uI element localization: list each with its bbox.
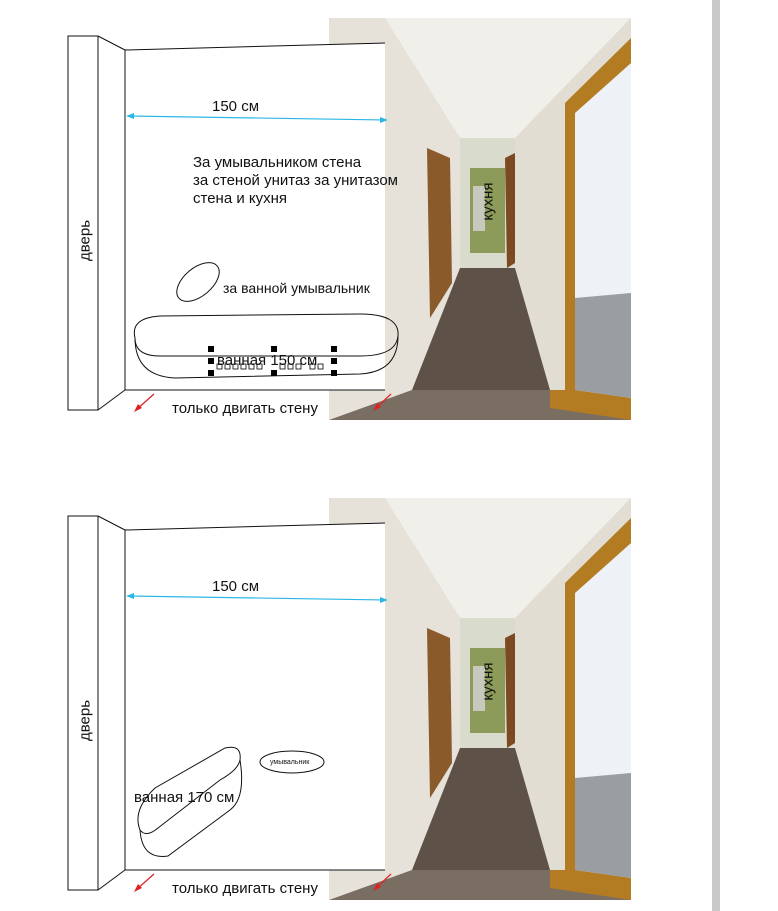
floor-plan-sketch-2 [60,498,640,908]
note-text [193,154,398,208]
bathtub-label: ванная 150 см [217,352,318,369]
door-label: дверь [76,699,94,742]
note-line-2: за стеной унитаз за унитазом [193,172,398,189]
note-line-3: стена и кухня [193,190,288,207]
room-outline [125,43,385,390]
width-label: 150 см [212,98,260,115]
sink-label: умывальник [270,759,310,766]
kitchen-label: кухня [479,662,497,701]
note-line-1: За умывальником стена [193,154,362,171]
bathtub-label: ванная 170 см [134,789,235,806]
kitchen-label: кухня [479,182,497,221]
red-move-arrow-left [134,394,154,412]
width-label: 150 см [212,578,260,595]
door-label: дверь [76,219,94,262]
scrollbar-track[interactable] [712,0,720,911]
sketch-2-drawing [60,498,640,908]
sink-label: за ванной умывальник [223,280,370,296]
floor-plan-sketch-1 [60,18,640,428]
sketch-1-drawing [60,18,640,428]
viewer-gutter [712,0,778,911]
move-wall-label: только двигать стену [172,880,318,897]
red-move-arrow-left [134,874,154,892]
move-wall-label: только двигать стену [172,400,318,417]
room-outline [125,523,385,870]
